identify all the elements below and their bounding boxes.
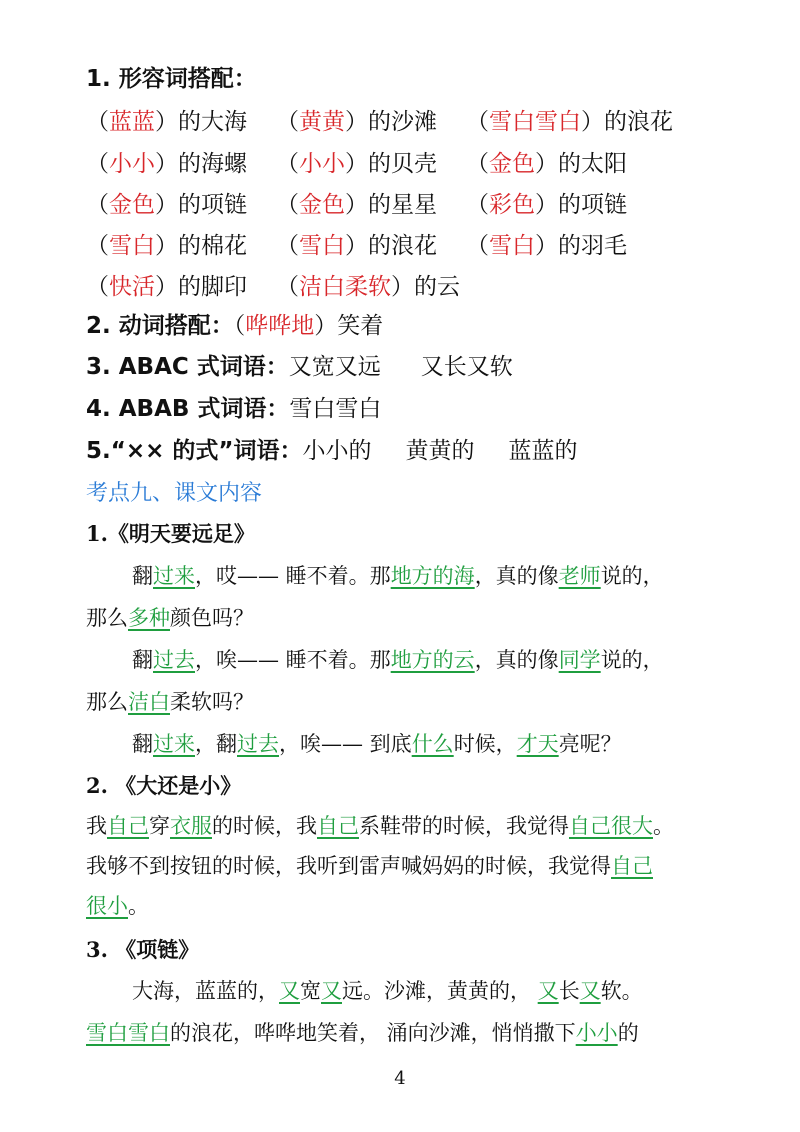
- underlined-keyword: 又: [579, 979, 601, 1003]
- text-segment: 那么: [86, 690, 128, 714]
- text-segment: ，真的像: [474, 648, 559, 672]
- adjective-word: 小小: [109, 151, 155, 177]
- adjective-word: 彩色: [489, 192, 535, 218]
- underlined-keyword: 自己: [317, 814, 359, 838]
- text-segment: 翻: [132, 648, 153, 672]
- noun-phrase: 的浪花: [604, 109, 673, 135]
- t2-title: 2. 《大还是小》: [86, 773, 242, 798]
- text-segment: 翻: [132, 732, 153, 756]
- text-segment: 柔软吗？: [170, 690, 254, 714]
- adjective-word: 黄黄: [299, 109, 345, 135]
- text-segment: 亮呢？: [558, 732, 622, 756]
- section-title: 考点九、课文内容: [86, 481, 263, 506]
- text-segment: 系鞋带的时候，我觉得: [359, 814, 569, 838]
- adjective-row: [86, 227, 696, 260]
- text-segment: 颜色吗？: [170, 606, 254, 630]
- text-segment: ，唉—— 到底: [279, 732, 412, 756]
- underlined-keyword: 自己: [611, 854, 653, 878]
- adjective-word: 快活: [109, 274, 155, 300]
- underlined-keyword: 雪白雪白: [86, 1021, 170, 1045]
- s3-label: 3. ABAC 式词语：: [86, 354, 289, 380]
- text-segment: 时候，: [453, 732, 517, 756]
- underlined-keyword: 自己很大: [569, 814, 653, 838]
- text-segment: 大海，蓝蓝的，: [132, 979, 279, 1003]
- t1-title: 1.《明天要远足》: [86, 521, 255, 546]
- noun-phrase: 的脚印: [178, 274, 247, 300]
- adjective-word: 雪白雪白: [489, 109, 581, 135]
- adjective-pair: （黄黄）的沙滩: [276, 109, 437, 135]
- underlined-keyword: 过去: [237, 732, 279, 756]
- verb-pair-line: 2. 动词搭配：（哗哗地）笑着: [86, 313, 384, 339]
- underlined-keyword: 过来: [153, 564, 195, 588]
- underlined-keyword: 同学: [558, 648, 601, 672]
- text-segment: 我: [86, 814, 107, 838]
- underlined-keyword: 自己: [107, 814, 149, 838]
- text-segment: ，真的像: [474, 564, 559, 588]
- underlined-keyword: 老师: [558, 564, 601, 588]
- s3-a: 又宽又远: [288, 354, 381, 380]
- text-segment: ，唉—— 睡不着。那: [195, 648, 391, 672]
- t2-line-2: [86, 850, 718, 880]
- adjective-pair: （金色）的太阳: [466, 151, 627, 177]
- text-segment: 远。沙滩，黄黄的，: [342, 979, 538, 1003]
- underlined-keyword: 很小: [86, 894, 128, 918]
- text-segment: 说的，: [600, 564, 664, 588]
- t3-title: 3. 《项链》: [86, 937, 200, 962]
- underlined-keyword: 小小: [575, 1021, 618, 1045]
- adjective-pair: （小小）的贝壳: [276, 151, 437, 177]
- text-segment: 翻: [132, 564, 153, 588]
- text-segment: 的时候，我: [212, 814, 317, 838]
- t1-line-1: [132, 560, 718, 590]
- s2-rest: 笑着: [337, 313, 384, 339]
- t1-line-4: [86, 686, 718, 716]
- underlined-keyword: 洁白: [128, 690, 170, 714]
- underlined-keyword: 又: [537, 979, 559, 1003]
- adjective-word: 洁白柔软: [299, 274, 391, 300]
- adjective-word: 蓝蓝: [109, 109, 155, 135]
- abab-line: [86, 390, 381, 423]
- text-segment: 穿: [149, 814, 170, 838]
- adjective-pair: （雪白雪白）的浪花: [466, 109, 673, 135]
- adjective-pair: （雪白）的棉花: [86, 233, 247, 259]
- adjective-pair: （快活）的脚印: [86, 274, 247, 300]
- noun-phrase: 的浪花: [368, 233, 437, 259]
- underlined-keyword: 过去: [153, 648, 195, 672]
- adjective-row: [86, 103, 696, 136]
- underlined-keyword: 什么: [411, 732, 454, 756]
- adjective-row: [86, 145, 696, 178]
- noun-phrase: 的棉花: [178, 233, 247, 259]
- text-segment: 。: [128, 894, 149, 918]
- s4-a: 雪白雪白: [289, 396, 382, 422]
- t1-line-5: [132, 728, 718, 758]
- noun-phrase: 的项链: [178, 192, 247, 218]
- adjective-pair: （洁白柔软）的云: [276, 274, 460, 300]
- noun-phrase: 的贝壳: [368, 151, 437, 177]
- adjective-word: 金色: [109, 192, 155, 218]
- t3-line-1: [132, 975, 718, 1005]
- text-segment: 。: [653, 814, 674, 838]
- t2-line-1: [86, 810, 718, 840]
- adjective-pair: （金色）的项链: [86, 192, 247, 218]
- text-segment: 长: [558, 979, 580, 1003]
- text-segment: 我够不到按钮的时候，我听到雷声喊妈妈的时候，我觉得: [86, 854, 611, 878]
- underlined-keyword: 衣服: [170, 814, 212, 838]
- text-segment: 说的，: [600, 648, 664, 672]
- underlined-keyword: 多种: [128, 606, 170, 630]
- adjective-word: 金色: [489, 151, 535, 177]
- t2-line-3: [86, 890, 718, 920]
- noun-phrase: 的大海: [178, 109, 247, 135]
- underlined-keyword: 地方的海: [390, 564, 475, 588]
- adjective-pair: （彩色）的项链: [466, 192, 627, 218]
- noun-phrase: 的羽毛: [558, 233, 627, 259]
- noun-phrase: 的沙滩: [368, 109, 437, 135]
- adjective-word: 雪白: [109, 233, 155, 259]
- s5-a: 小小的: [302, 438, 372, 464]
- text-segment: 软。: [600, 979, 643, 1003]
- xx-line: [86, 432, 578, 465]
- text-segment: ，翻: [195, 732, 237, 756]
- abac-line: [86, 348, 513, 381]
- underlined-keyword: 又: [279, 979, 300, 1003]
- text-segment: 那么: [86, 606, 128, 630]
- adjective-word: 金色: [299, 192, 345, 218]
- noun-phrase: 的云: [414, 274, 460, 300]
- text-segment: 的浪花，哗哗地笑着， 涌向沙滩，悄悄撒下: [170, 1021, 576, 1045]
- underlined-keyword: 过来: [153, 732, 195, 756]
- adjective-pair: （雪白）的羽毛: [466, 233, 627, 259]
- noun-phrase: 的星星: [368, 192, 437, 218]
- s5-label: 5.“×× 的式”词语：: [86, 438, 303, 464]
- s5-b: 黄黄的: [405, 438, 475, 464]
- underlined-keyword: 才天: [516, 732, 559, 756]
- text-segment: ，哎—— 睡不着。那: [195, 564, 391, 588]
- adjective-word: 小小: [299, 151, 345, 177]
- noun-phrase: 的项链: [558, 192, 627, 218]
- s3-b: 又长又软: [420, 354, 513, 380]
- adjective-row: [86, 268, 466, 301]
- t1-line-2: [86, 602, 718, 632]
- adjective-pair: （金色）的星星: [276, 192, 437, 218]
- s5-c: 蓝蓝的: [508, 438, 578, 464]
- noun-phrase: 的太阳: [558, 151, 627, 177]
- t3-line-2: [86, 1017, 718, 1047]
- adjective-word: 雪白: [299, 233, 345, 259]
- t1-line-3: [132, 644, 718, 674]
- adjective-pair: （小小）的海螺: [86, 151, 247, 177]
- adjective-word: 雪白: [489, 233, 535, 259]
- noun-phrase: 的海螺: [178, 151, 247, 177]
- text-segment: 宽: [300, 979, 321, 1003]
- s2-label: 2. 动词搭配：: [86, 313, 234, 339]
- s2-word: 哗哗地: [245, 313, 315, 339]
- underlined-keyword: 地方的云: [390, 648, 475, 672]
- adjective-row: [86, 186, 696, 219]
- text-segment: 的: [617, 1021, 639, 1045]
- s1-heading: 1. 形容词搭配：: [86, 66, 257, 92]
- adjective-pair: （蓝蓝）的大海: [86, 109, 247, 135]
- adjective-pair: （雪白）的浪花: [276, 233, 437, 259]
- page-number: 4: [394, 1068, 406, 1089]
- underlined-keyword: 又: [321, 979, 342, 1003]
- s4-label: 4. ABAB 式词语：: [86, 396, 290, 422]
